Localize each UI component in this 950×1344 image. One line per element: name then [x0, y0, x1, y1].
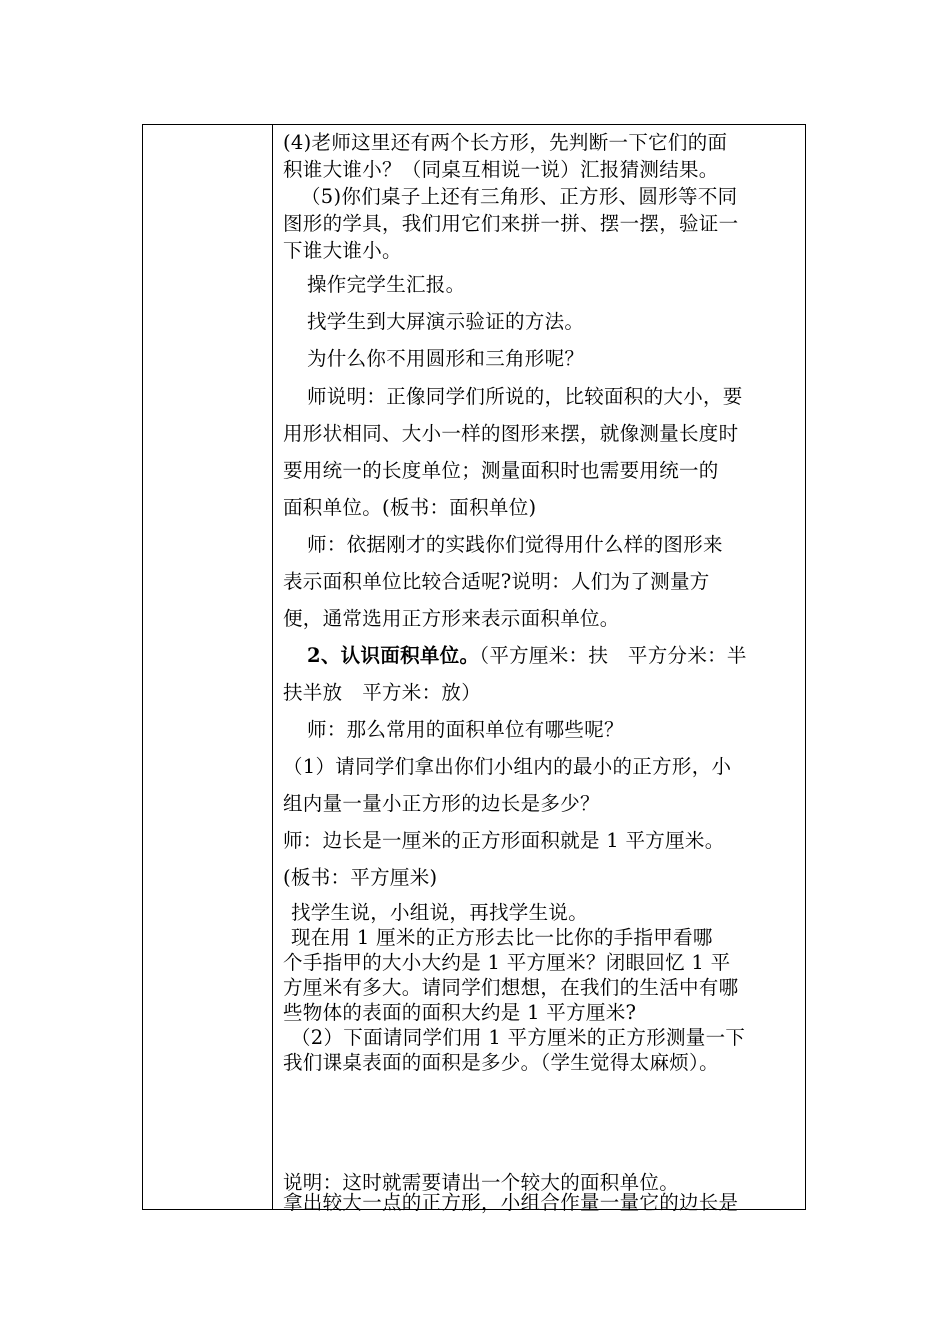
text-line: （5)你们桌子上还有三角形、正方形、圆形等不同: [301, 185, 738, 208]
text-line: 找学生到大屏演示验证的方法。: [307, 310, 585, 333]
text-line: 找学生说，小组说，再找学生说。: [291, 901, 589, 924]
text-line: 我们课桌表面的面积是多少。（学生觉得太麻烦）。: [283, 1051, 719, 1074]
text-line: 方厘米有多大。请同学们想想，在我们的生活中有哪: [283, 976, 739, 999]
section-heading-note: （平方厘米：扶 平方分米：半: [479, 644, 747, 667]
column-divider: [272, 125, 273, 1209]
text-line: (4)老师这里还有两个长方形，先判断一下它们的面: [283, 131, 728, 154]
text-line: （2）下面请同学们用 1 平方厘米的正方形测量一下: [291, 1026, 746, 1049]
section-heading: 2、认识面积单位。: [307, 644, 480, 667]
text-line: 表示面积单位比较合适呢?说明：人们为了测量方: [283, 570, 710, 593]
text-line: 师：依据刚才的实践你们觉得用什么样的图形来: [307, 533, 723, 556]
text-line: 面积单位。(板书：面积单位): [283, 496, 537, 519]
text-line: 些物体的表面的面积大约是 1 平方厘米?: [283, 1001, 637, 1024]
text-line: (板书：平方厘米): [283, 866, 438, 889]
text-line: 用形状相同、大小一样的图形来摆，就像测量长度时: [283, 422, 739, 445]
text-line: 图形的学具，我们用它们来拼一拼、摆一摆，验证一: [283, 212, 739, 235]
text-line: 师：边长是一厘米的正方形面积就是 1 平方厘米。: [283, 829, 725, 852]
text-line: 现在用 1 厘米的正方形去比一比你的手指甲看哪: [291, 926, 713, 949]
section-heading-line: [307, 640, 747, 668]
text-line: 为什么你不用圆形和三角形呢？: [307, 347, 585, 370]
text-line: 扶半放 平方米：放）: [283, 681, 482, 704]
text-line: 拿出较大一点的正方形，小组合作量一量它的边长是: [283, 1191, 739, 1214]
text-line: 师：那么常用的面积单位有哪些呢？: [307, 718, 624, 741]
text-line: 积谁大谁小？（同桌互相说一说）汇报猜测结果。: [283, 158, 719, 181]
text-line: 组内量一量小正方形的边长是多少？: [283, 792, 600, 815]
lesson-table: [142, 124, 806, 1214]
text-line: 下谁大谁小。: [283, 239, 402, 262]
text-line: 个手指甲的大小大约是 1 平方厘米？闭眼回忆 1 平: [283, 951, 731, 974]
text-line: 操作完学生汇报。: [307, 273, 466, 296]
text-line: 师说明：正像同学们所说的，比较面积的大小，要: [307, 385, 743, 408]
text-line: （1）请同学们拿出你们小组内的最小的正方形，小: [283, 755, 732, 778]
text-line: 说明：这时就需要请出一个较大的面积单位。: [283, 1171, 680, 1194]
text-line: 要用统一的长度单位；测量面积时也需要用统一的: [283, 459, 719, 482]
text-line: 便，通常选用正方形来表示面积单位。: [283, 607, 620, 630]
